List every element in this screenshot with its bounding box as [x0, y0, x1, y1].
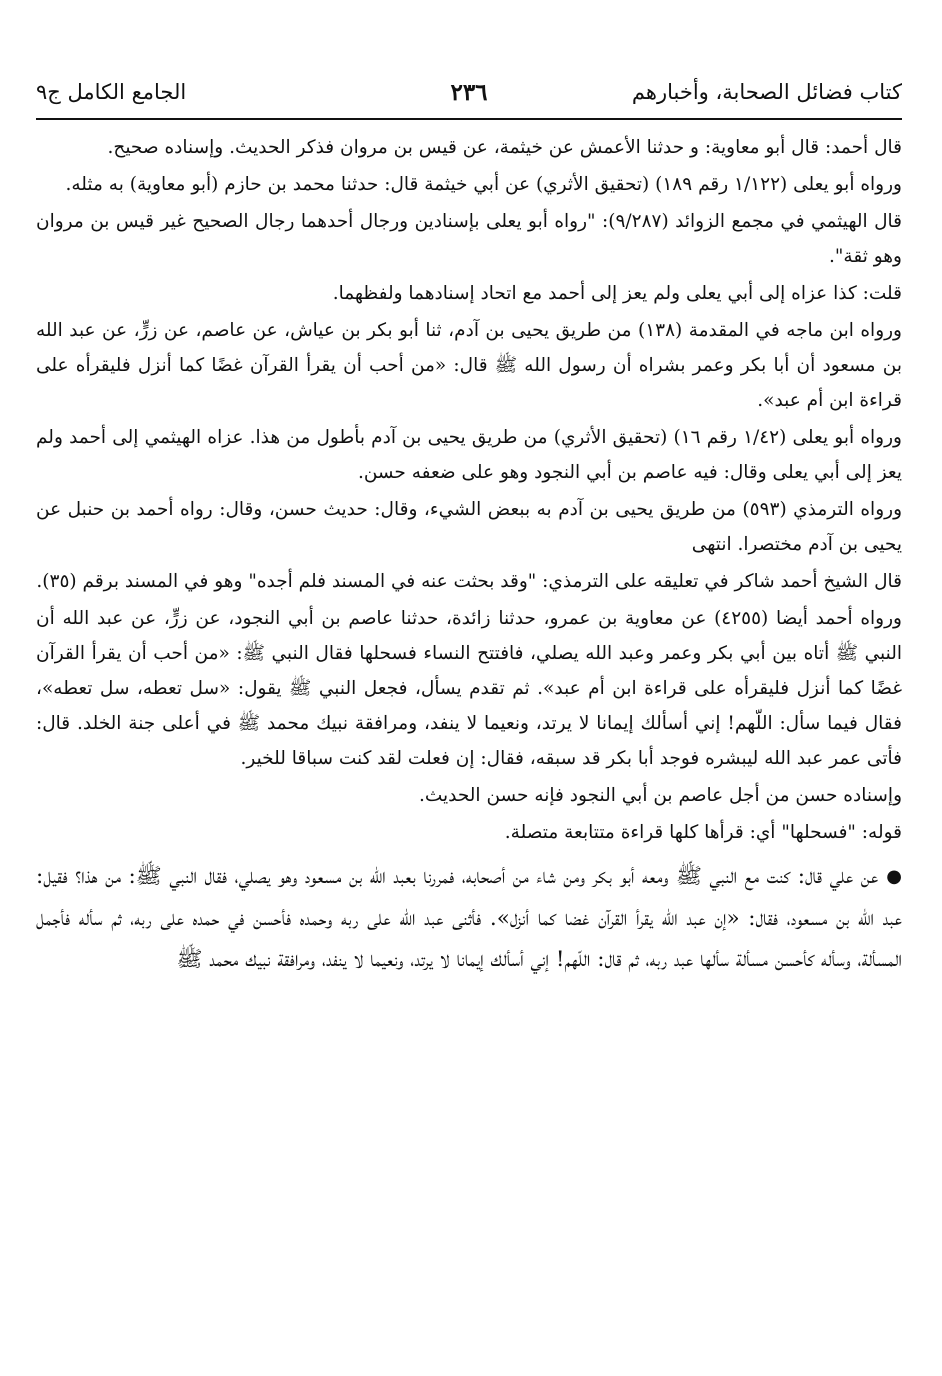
- paragraph-9: ورواه أحمد أيضا (٤٢٥٥) عن معاوية بن عمرو، حدثنا زائدة، حدثنا عاصم بن أبي النجود، عن زرٍّ، عن عبد الله أن النبي ﷺ أتاه بين أبي بكر وعمر وعبد الله يصلي، فافتتح النساء فسحلها فقال النبي ﷺ: «من أحب أن يقرأ القرآن غضًا كما أنزل فليقرأه على قراءة ابن أم عبد». ثم تقدم يسأل، فجعل النبي ﷺ يقول: «سل تعطه، سل تعطه»، فقال فيما سأل: اللّهم! إني أسألك إيمانا لا يرتد، ونعيما لا ينفد، ومرافقة نبيك محمد ﷺ في أعلى جنة الخلد. قال: فأتى عمر عبد الله ليبشره فوجد أبا بكر قد سبقه، فقال: إن فعلت لقد كنت سباقا للخير.: [36, 608, 902, 769]
- page-number: ٢٣٦: [450, 78, 488, 106]
- paragraph-6: ورواه أبو يعلى (١/٤٢ رقم ١٦) (تحقيق الأثري) من طريق يحيى بن آدم بأطول من هذا. عزاه الهيثمي إلى أحمد ولم يعز إلى أبي يعلى وقال: فيه عاصم بن أبي النجود وهو على ضعفه حسن.: [36, 427, 902, 483]
- chapter-title: كتاب فضائل الصحابة، وأخبارهم: [631, 79, 902, 104]
- bullet-icon: ●: [886, 866, 902, 888]
- book-volume-title: الجامع الكامل ج٩: [36, 79, 187, 104]
- paragraph-4: قلت: كذا عزاه إلى أبي يعلى ولم يعز إلى أحمد مع اتحاد إسنادهما ولفظهما.: [332, 283, 902, 304]
- paragraph-1: قال أحمد: قال أبو معاوية: و حدثنا الأعمش عن خيثمة، عن قيس بن مروان فذكر الحديث. وإسناده صحيح.: [107, 137, 902, 158]
- header-rule: [36, 118, 902, 120]
- paragraph-10: وإسناده حسن من أجل عاصم بن أبي النجود فإنه حسن الحديث.: [418, 785, 902, 806]
- main-hadith-text: عن علي قال: كنت مع النبي ﷺ ومعه أبو بكر ومن شاء من أصحابه، فمررنا بعبد الله بن مسعود وهو يصلي، فقال النبي ﷺ: من هذا؟ فقيل: عبد الله بن مسعود، فقال: «إن عبد الله يقرأ القرآن غضا كما أنزل». فأثنى عبد الله على ربه وحمده فأحسن في حمده على ربه، ثم سأله فأجمل المسألة، وسأله كأحسن مسألة سألها عبد ربه، ثم قال: اللّهم! إني أسألك إيمانا لا يرتد، ونعيما لا ينفد، ومرافقة نبيك محمد ﷺ: [36, 864, 902, 973]
- paragraph-2: ورواه أبو يعلى (١/١٢٢ رقم ١٨٩) (تحقيق الأثري) عن أبي خيثمة قال: حدثنا محمد بن حازم (أبو معاوية) به مثله.: [65, 174, 902, 195]
- main-hadith: [36, 856, 902, 981]
- paragraph-5: ورواه ابن ماجه في المقدمة (١٣٨) من طريق يحيى بن آدم، ثنا أبو بكر بن عياش، عن عاصم، عن زرٍّ، عن عبد الله بن مسعود أن أبا بكر وعمر بشراه أن رسول الله ﷺ قال: «من أحب أن يقرأ القرآن غضًا كما أنزل فليقرأه على قراءة ابن أم عبد».: [36, 320, 902, 411]
- page-body: [36, 130, 902, 981]
- paragraph-3: قال الهيثمي في مجمع الزوائد (٩/٢٨٧): "رواه أبو يعلى بإسنادين ورجال أحدهما رجال الصحيح غير قيس بن مروان وهو ثقة".: [36, 211, 902, 267]
- paragraph-11: قوله: "فسحلها" أي: قرأها كلها قراءة متتابعة متصلة.: [504, 822, 902, 843]
- running-header: [36, 70, 902, 114]
- paragraph-8: قال الشيخ أحمد شاكر في تعليقه على الترمذي: "وقد بحثت عنه في المسند فلم أجده" وهو في المسند برقم (٣٥).: [36, 571, 902, 592]
- book-page: [36, 70, 902, 1356]
- paragraph-7: ورواه الترمذي (٥٩٣) من طريق يحيى بن آدم به ببعض الشيء، وقال: حديث حسن، وقال: رواه أحمد بن حنبل عن يحيى بن آدم مختصرا. انتهى: [36, 499, 902, 555]
